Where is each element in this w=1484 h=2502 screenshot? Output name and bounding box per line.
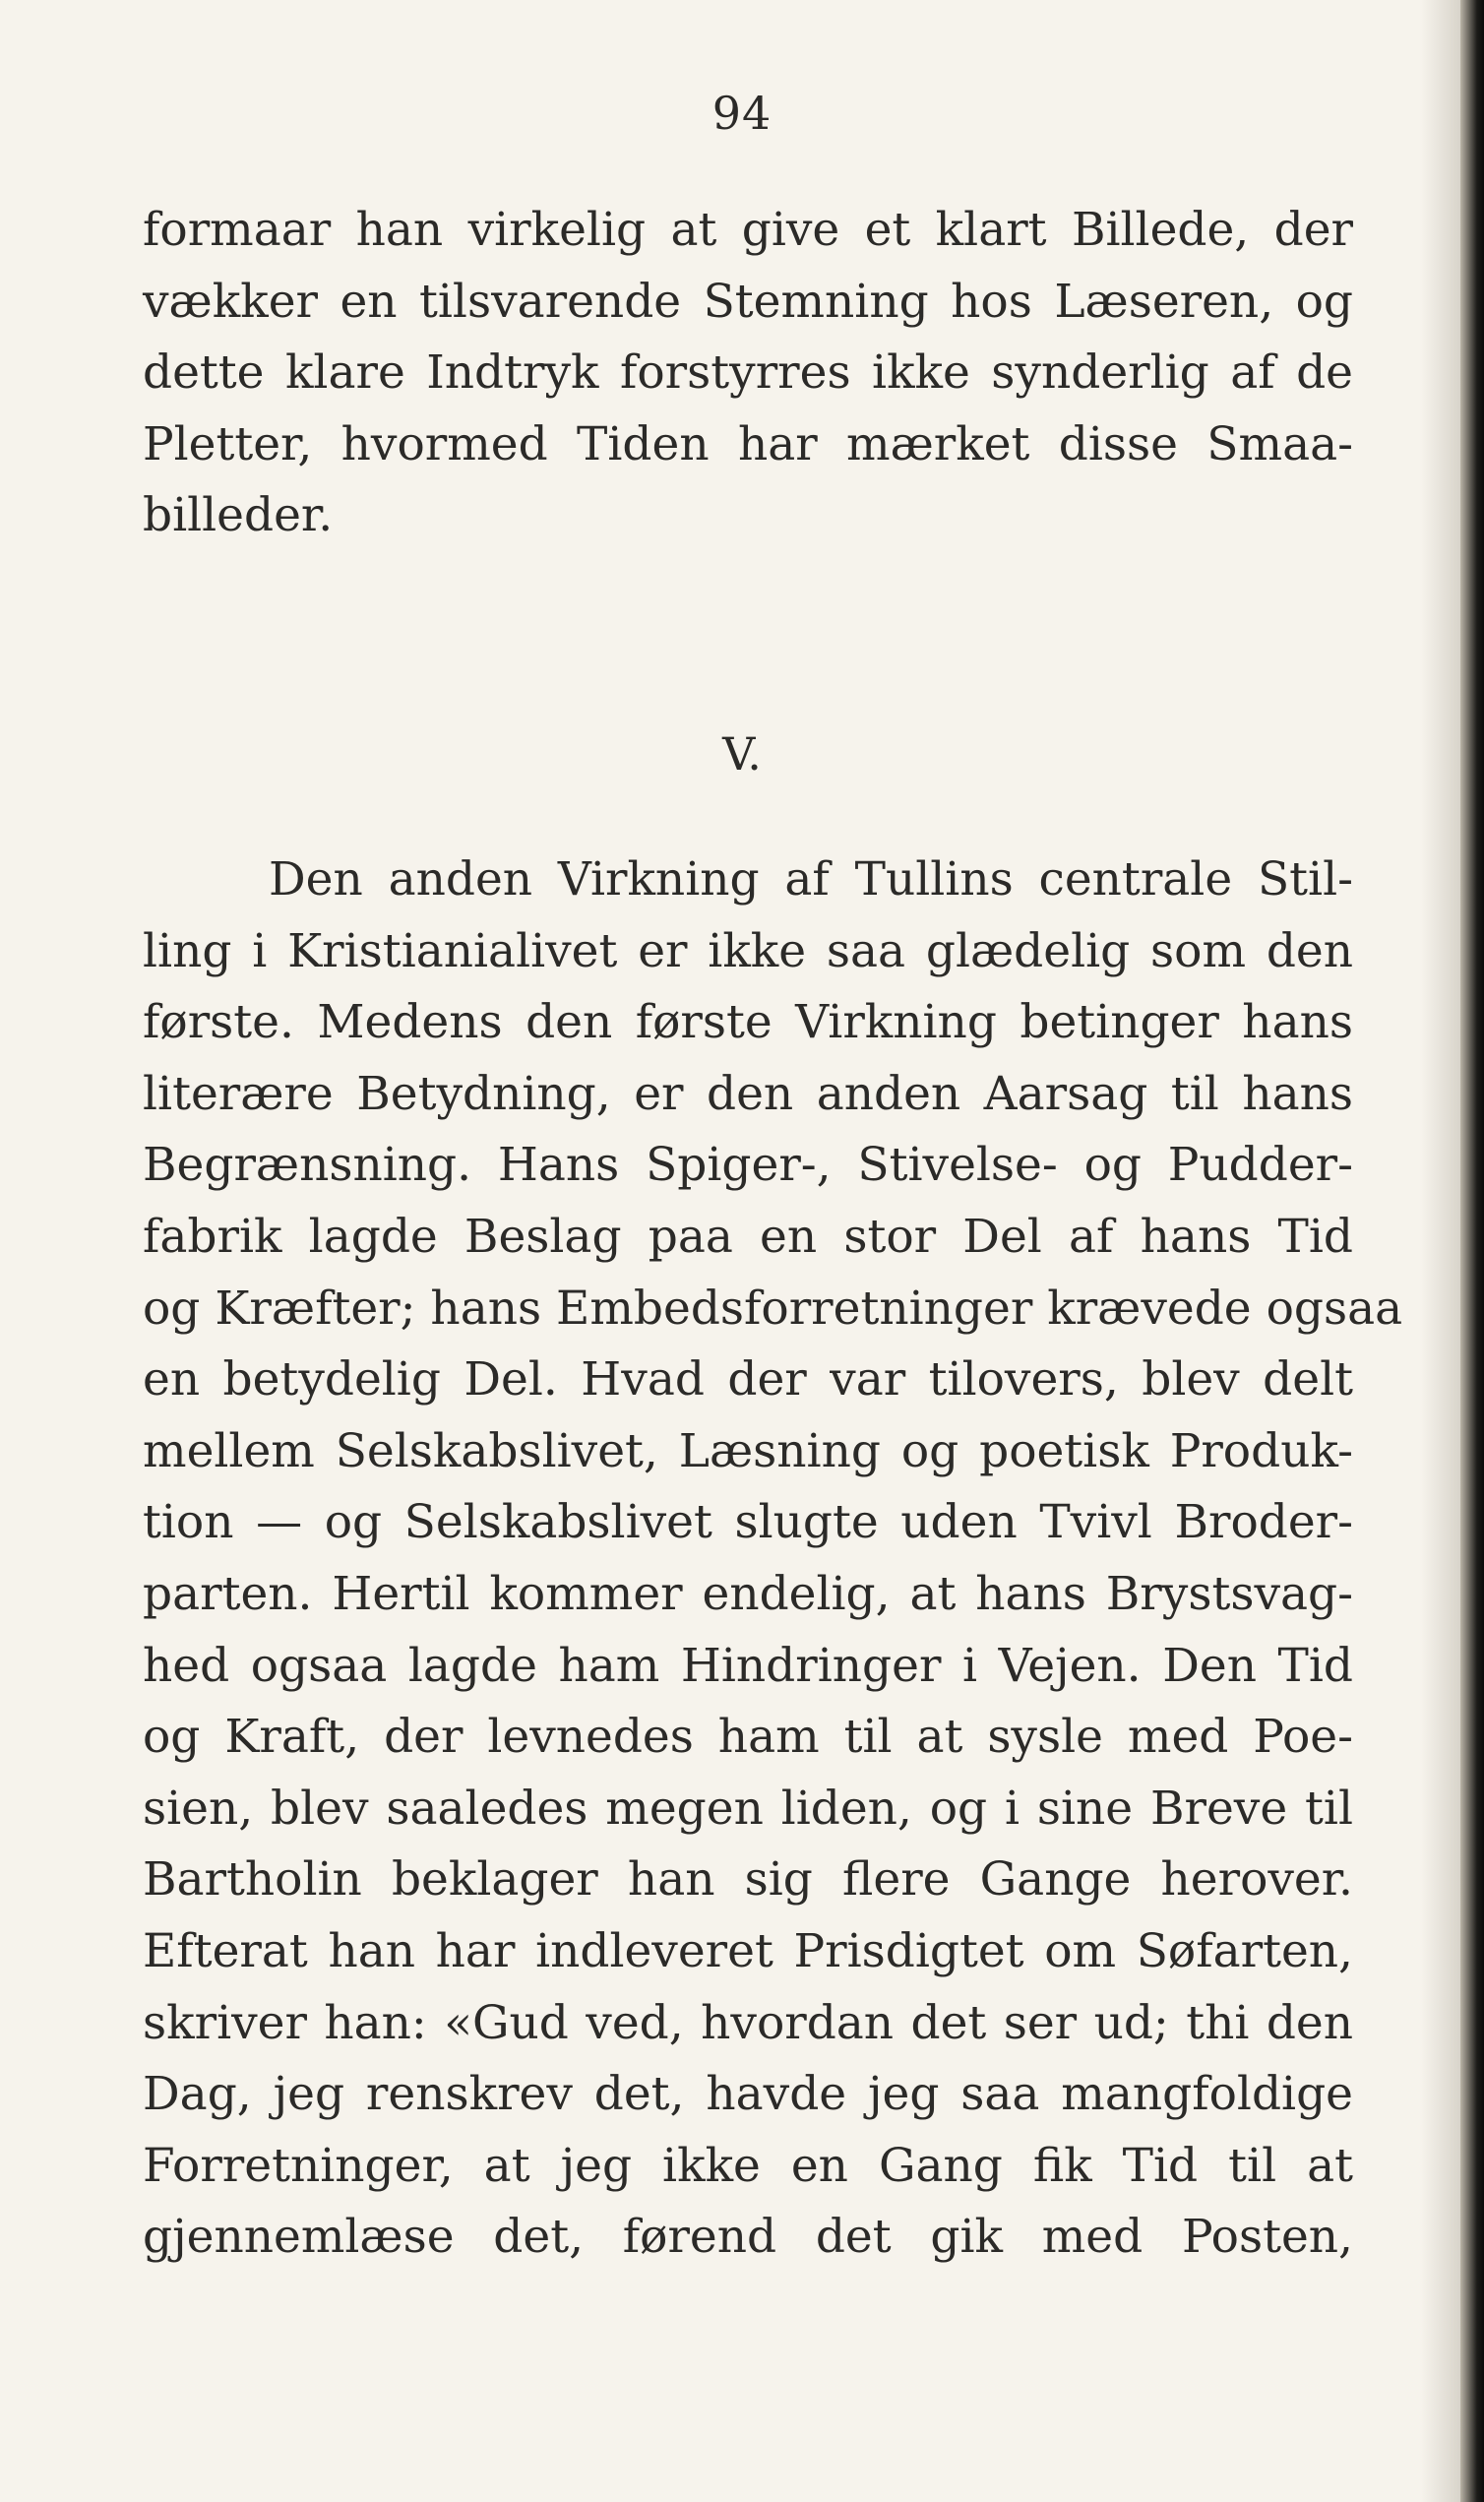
text-line: literære Betydning, er den anden Aarsag til hans [143, 1066, 1353, 1121]
paragraph-continuation [143, 195, 1353, 552]
text-line: tion — og Selskabslivet slugte uden Tvivl Broder- [143, 1495, 1353, 1550]
text-line: Forretninger, at jeg ikke en Gang fik Tid til at [143, 2138, 1353, 2193]
text-line: en betydelig Del. Hvad der var tilovers, blev delt [143, 1352, 1353, 1407]
binding-shadow [1421, 0, 1460, 2502]
text-line: Efterat han har indleveret Prisdigtet om Søfarten, [143, 1923, 1353, 1978]
text-line: og Kraft, der levnedes ham til at sysle med Poe- [143, 1710, 1353, 1765]
section-paragraph [143, 844, 1403, 2274]
text-line: billeder. [143, 488, 334, 543]
text-line: parten. Hertil kommer endelig, at hans Brystsvag- [143, 1566, 1353, 1621]
text-line: første. Medens den første Virkning betinger hans [143, 995, 1353, 1050]
binding-edge [1460, 0, 1484, 2502]
section-heading: V. [722, 727, 762, 781]
text-line: sien, blev saaledes megen liden, og i sine Breve til [143, 1781, 1353, 1836]
text-line: Begrænsning. Hans Spiger-, Stivelse- og Pudder- [143, 1138, 1353, 1193]
text-line: vækker en tilsvarende Stemning hos Læseren, og [143, 274, 1353, 329]
text-line: fabrik lagde Beslag paa en stor Del af hans Tid [143, 1209, 1353, 1264]
text-line: ling i Kristianialivet er ikke saa glædelig som den [143, 923, 1353, 978]
text-line: formaar han virkelig at give et klart Billede, der [143, 203, 1353, 257]
text-line: hed ogsaa lagde ham Hindringer i Vejen. Den Tid [143, 1638, 1353, 1693]
text-line: mellem Selskabslivet, Læsning og poetisk Produk- [143, 1423, 1353, 1478]
text-line: Dag, jeg renskrev det, havde jeg saa mangfoldige [143, 2067, 1353, 2122]
text-line: og Kræfter; hans Embedsforretninger krævede ogsaa [143, 1281, 1403, 1336]
text-line: Den anden Virkning af Tullins centrale Stil- [269, 852, 1353, 907]
text-line: gjennemlæse det, førend det gik med Posten, [143, 2210, 1353, 2265]
page-number: 94 [711, 87, 773, 140]
text-line: dette klare Indtryk forstyrres ikke synderlig af de [143, 345, 1353, 401]
text-line: Pletter, hvormed Tiden har mærket disse Smaa- [143, 416, 1353, 471]
text-line: skriver han: «Gud ved, hvordan det ser ud; thi den [143, 1995, 1353, 2050]
text-line: Bartholin beklager han sig flere Gange herover. [143, 1852, 1353, 1908]
